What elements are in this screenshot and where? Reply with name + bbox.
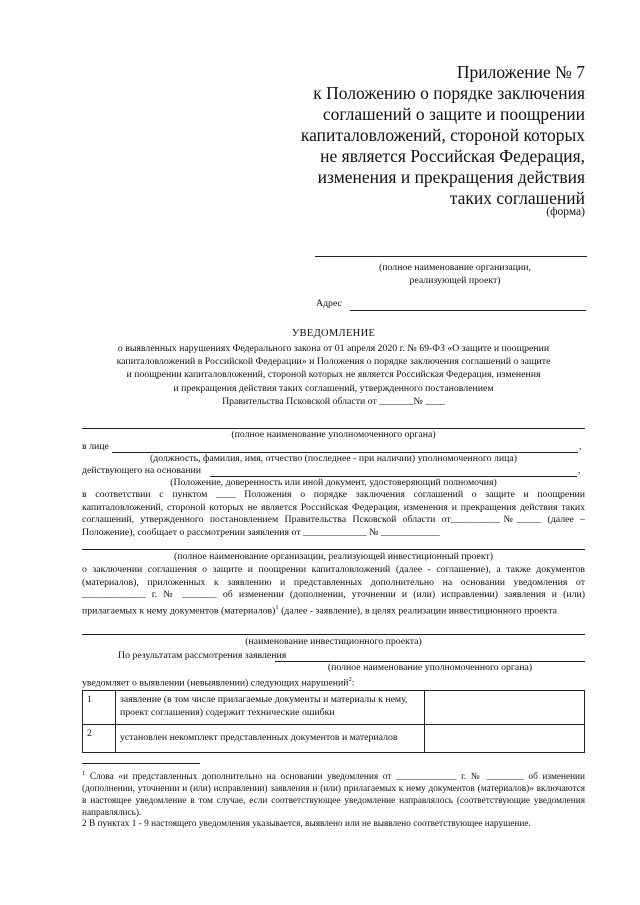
subtitle-line: и прекращения действия таких соглашений, утвержденного постановлением — [173, 382, 494, 394]
address-line — [350, 310, 586, 311]
address-label: Адрес — [316, 298, 342, 309]
annex-line: капиталовложений, стороной которых — [300, 125, 585, 145]
row-text: установлен некомплект представленных документов и материалов — [116, 725, 425, 753]
table-row — [83, 725, 585, 753]
recipient-org-line — [315, 256, 587, 257]
in-person-label: в лице — [82, 441, 109, 452]
notifies-colon: : — [351, 677, 355, 689]
notifies-text — [82, 674, 354, 690]
paragraph-2-tail: (далее - заявление), в целях реализации инвестиционного проекта — [278, 605, 557, 617]
project-caption: (наименование инвестиционного проекта) — [245, 636, 422, 647]
row-value[interactable] — [425, 691, 585, 725]
subtitle-line: и поощрении капиталовложений, стороной которых не является Российская Федерация, изменения — [126, 369, 541, 381]
table-row — [83, 691, 585, 725]
results-label: По результатам рассмотрения заявления — [118, 650, 287, 661]
footnote-ref-2: 2 — [348, 676, 352, 683]
person-caption: (должность, фамилия, имя, отчество (последнее - при наличии) уполномоченного лица) — [149, 453, 517, 464]
notifies-label: уведомляет о выявлении (невыявлении) следующих нарушений — [82, 677, 349, 689]
form-label: (форма) — [546, 206, 585, 218]
notice-subtitle — [82, 342, 585, 408]
footnote-separator — [82, 763, 200, 764]
paragraph-2-main: о заключении соглашения о защите и поощрении капиталовложений (далее - соглашение), а также документов (материалов), приложенных к заявлению и представленных дополнительно на основании уведомления от _____________ г. № _______ об изменении (дополнении, уточнении и (или) исправлении) заявления и (или) прилагаемых к нему документов (материалов) — [82, 564, 585, 617]
org-project-caption: (полное наименование организации, реализующей инвестиционный проект) — [173, 551, 494, 562]
project-line — [82, 634, 585, 635]
subtitle-line: о выявленных нарушениях Федерального закона от 01 апреля 2020 г. № 69-ФЗ «О защите и поощрении — [117, 343, 550, 354]
annex-line: изменения и прекращения действия — [317, 167, 585, 187]
footnote-1-mark: 1 — [82, 770, 86, 777]
footnote-ref-1: 1 — [275, 603, 279, 611]
annex-line: не является Российская Федерация, — [320, 146, 585, 166]
footnote-1 — [82, 768, 585, 819]
paragraph-2 — [82, 564, 585, 618]
recipient-caption — [330, 262, 580, 287]
footnote-2: 2 В пунктах 1 - 9 настоящего уведомления указывается, выявлено или не выявлено соответствующее нарушение. — [82, 819, 531, 829]
row-number: 2 — [83, 725, 116, 753]
document-caption: (Положение, доверенность или иной документ, удостоверяющий полномочия) — [170, 477, 497, 488]
annex-line: Приложение № 7 — [456, 62, 585, 82]
annex-line: таких соглашений — [449, 188, 585, 208]
notice-title: УВЕДОМЛЕНИЕ — [291, 328, 376, 339]
annex-header — [255, 62, 585, 209]
annex-line: соглашений о защите и поощрении — [322, 104, 585, 124]
annex-line: к Положению о порядке заключения — [313, 83, 585, 103]
authorized-org-caption-2: (полное наименование уполномоченного органа) — [327, 662, 533, 673]
authorized-org-caption: (полное наименование уполномоченного органа) — [231, 429, 436, 440]
comma: , — [579, 441, 582, 452]
recipient-caption-line: реализующей проект) — [409, 274, 501, 286]
subtitle-line: капиталовложений в Российской Федерации» и Положения о порядке заключения соглашений о защите — [116, 356, 551, 368]
comma: , — [578, 465, 581, 476]
acting-basis-label: действующего на основании — [82, 465, 201, 476]
org-project-line — [82, 549, 585, 550]
violations-table — [82, 690, 585, 753]
recipient-caption-line: (полное наименование организации, — [379, 262, 531, 273]
row-text: заявление (в том числе прилагаемые документы и материалы к нему, проект соглашения) содержит технические ошибки — [116, 691, 425, 725]
row-number: 1 — [83, 691, 116, 725]
row-value[interactable] — [425, 725, 585, 753]
paragraph-1: в соответствии с пунктом ____ Положения о порядке заключения соглашений о защите и поощрении капиталовложений, стороной которых не является Российская Федерация, изменения и прекращения действия таких соглашений, утвержденного постановлением Правительства Псковской области от__________№_____ (далее – Положение), сообщает о рассмотрении заявления от _____________ № ____________ — [82, 489, 585, 538]
footnote-1-text: Слова «и представленных дополнительно на основании уведомления от _____________ г. № ________ об изменении (дополнении, уточнении и (или) исправлении) заявления и (или) прилагаемых к нему документов (материалов)» включаются в настоящее уведомление в том случае, если соответствующее уведомление направлялось (соответствующие уведомления направлялись). — [82, 772, 585, 819]
subtitle-line: Правительства Псковской области от _______№ ____ — [222, 395, 445, 407]
